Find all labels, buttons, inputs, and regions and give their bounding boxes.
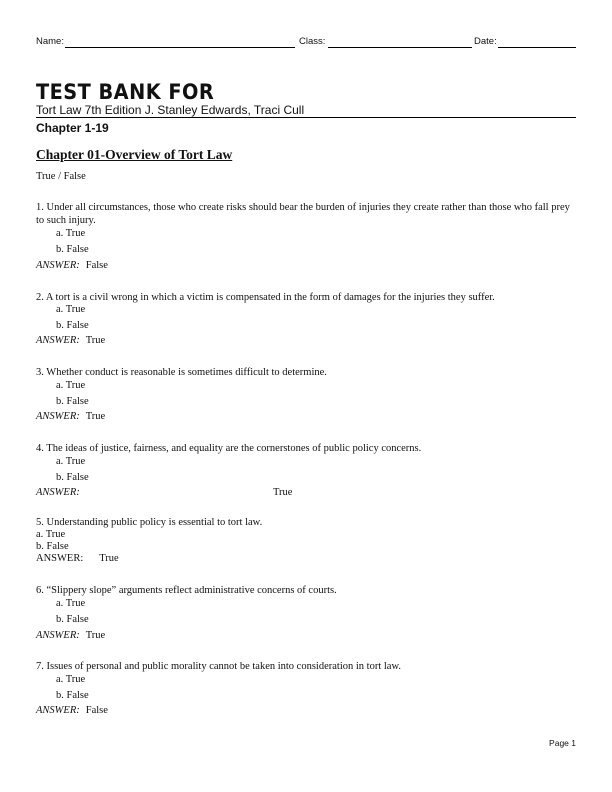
answer-label: ANSWER: <box>36 705 80 716</box>
class-label: Class: <box>299 36 326 47</box>
date-field[interactable] <box>498 47 576 48</box>
answer-label: ANSWER: <box>36 487 80 498</box>
answer-value: False <box>85 705 108 716</box>
option-a: a. True <box>56 304 86 315</box>
option-a: a. True <box>36 529 66 540</box>
book-subtitle: Tort Law 7th Edition J. Stanley Edwards, Traci Cull <box>36 103 305 117</box>
answer-line <box>36 260 108 271</box>
document-title: TEST BANK FOR <box>36 80 215 104</box>
option-a: a. True <box>56 380 86 391</box>
page-number: Page 1 <box>549 738 576 748</box>
name-field[interactable] <box>65 47 295 48</box>
option-b: b. False <box>56 472 89 483</box>
question-text: 2. A tort is a civil wrong in which a victim is compensated in the form of damages for the injuries they suffer. <box>36 292 495 303</box>
answer-line <box>36 705 108 716</box>
option-a: a. True <box>56 674 86 685</box>
question-text: 5. Understanding public policy is essential to tort law. <box>36 517 263 528</box>
option-b: b. False <box>56 690 89 701</box>
chapter-range: Chapter 1-19 <box>36 121 109 135</box>
title-divider <box>36 117 576 118</box>
option-a: a. True <box>56 456 86 467</box>
name-label: Name: <box>36 36 64 47</box>
answer-label: ANSWER: <box>36 335 80 346</box>
question-text: 3. Whether conduct is reasonable is sometimes difficult to determine. <box>36 367 327 378</box>
answer-value: True <box>99 553 119 564</box>
question-text: 4. The ideas of justice, fairness, and equality are the cornerstones of public policy concerns. <box>36 443 422 454</box>
answer-label: ANSWER: <box>36 630 80 641</box>
option-b: b. False <box>56 396 89 407</box>
option-a: a. True <box>56 598 86 609</box>
date-label: Date: <box>474 36 497 47</box>
option-b: b. False <box>36 541 69 552</box>
option-b: b. False <box>56 244 89 255</box>
answer-line <box>36 335 105 346</box>
question-text: 7. Issues of personal and public morality cannot be taken into consideration in tort law. <box>36 661 401 672</box>
answer-label: ANSWER: <box>36 260 80 271</box>
question-type: True / False <box>36 171 86 182</box>
class-field[interactable] <box>328 47 472 48</box>
answer-value: True <box>85 335 106 346</box>
answer-value: False <box>85 260 108 271</box>
answer-line <box>36 487 80 498</box>
answer-line <box>36 553 119 564</box>
answer-value: True <box>273 487 293 498</box>
option-a: a. True <box>56 228 86 239</box>
question-text: 1. Under all circumstances, those who create risks should bear the burden of injuries they create rather than those who fall prey to such injury. <box>36 202 570 226</box>
answer-line <box>36 630 105 641</box>
answer-value: True <box>85 630 106 641</box>
answer-label: ANSWER: <box>36 553 84 564</box>
answer-label: ANSWER: <box>36 411 80 422</box>
answer-value: True <box>85 411 106 422</box>
question-text: 6. “Slippery slope” arguments reflect administrative concerns of courts. <box>36 585 337 596</box>
answer-line <box>36 411 105 422</box>
student-info-header <box>36 36 576 50</box>
option-b: b. False <box>56 320 89 331</box>
option-b: b. False <box>56 614 89 625</box>
section-title: Chapter 01-Overview of Tort Law <box>36 147 233 162</box>
